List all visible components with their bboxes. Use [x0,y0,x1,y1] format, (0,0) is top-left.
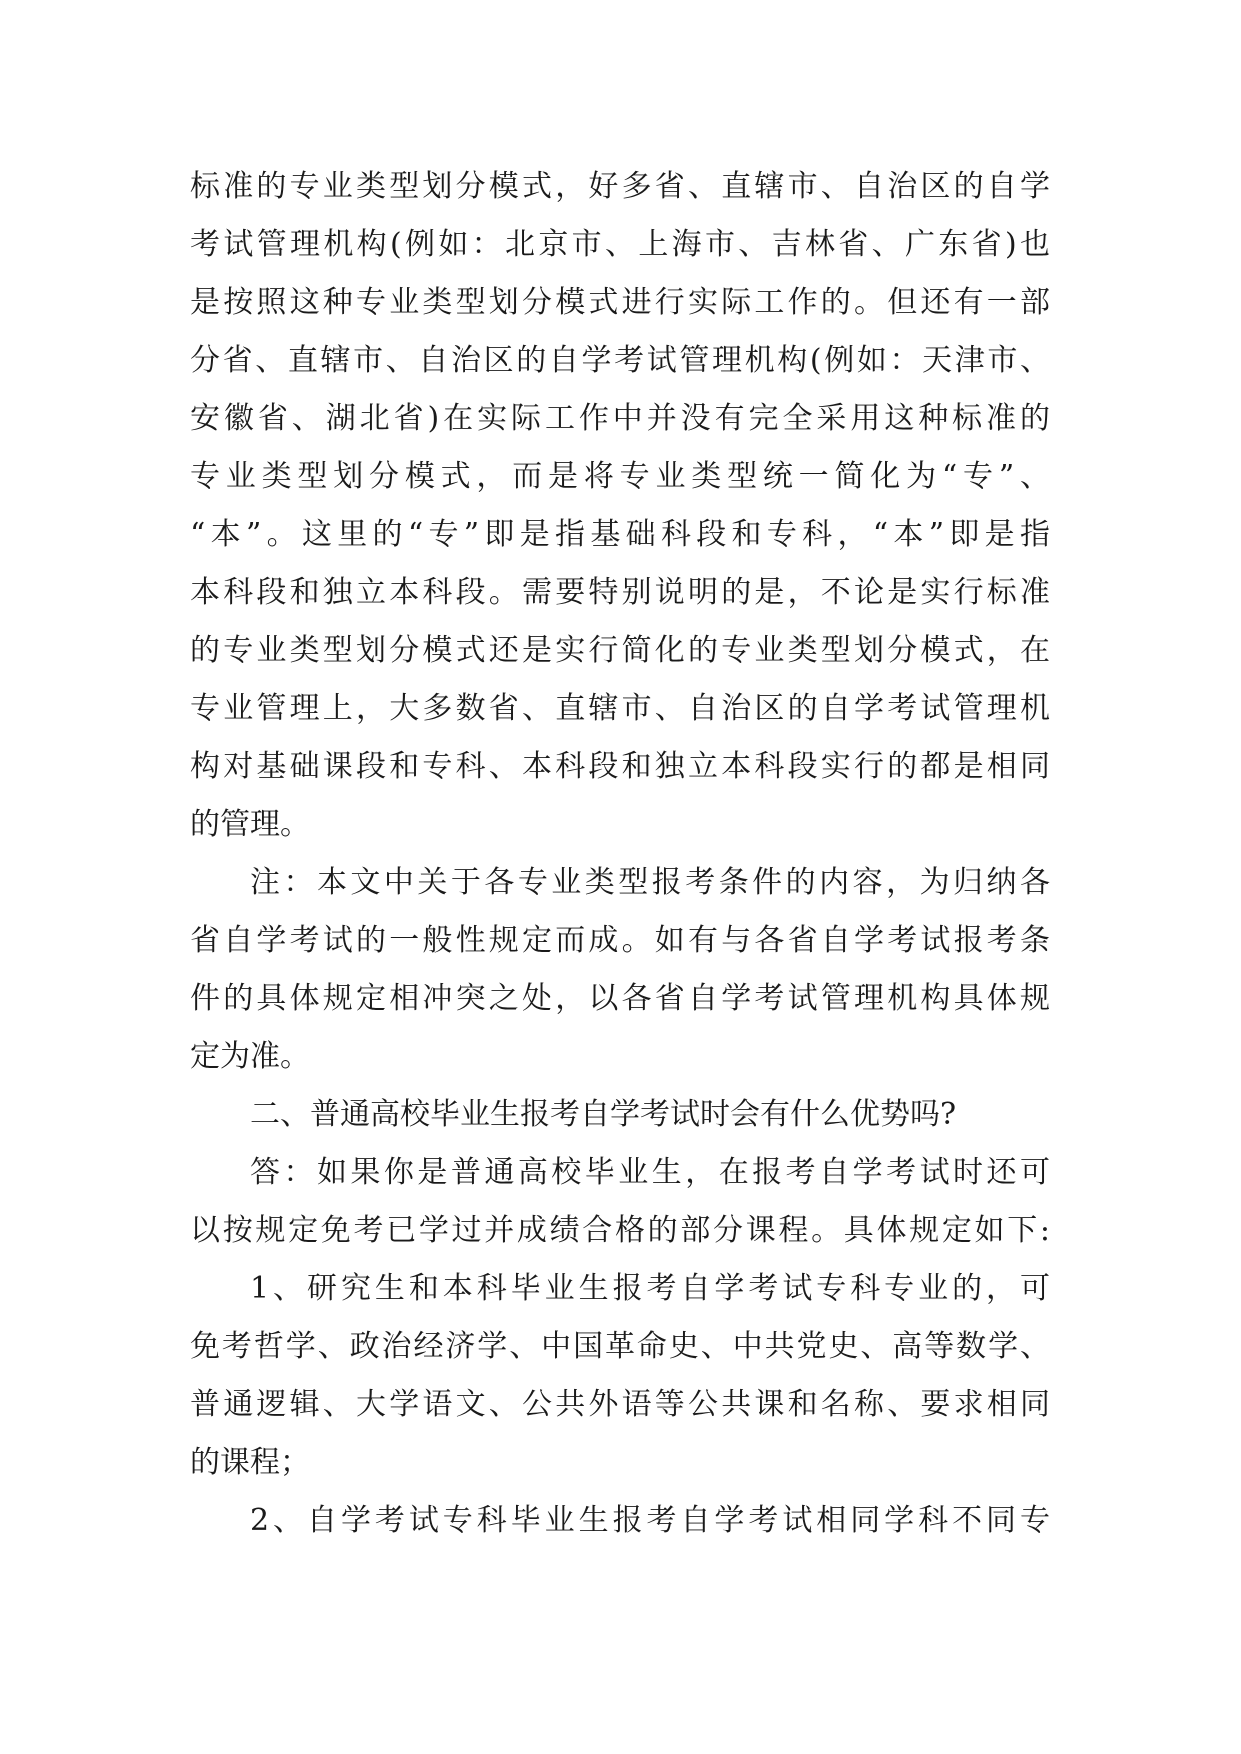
text-line: 免考哲学、政治经济学、中国革命史、中共党史、高等数学、 [190,1329,1050,1364]
text-line: 定为准。 [190,1039,310,1074]
text-line: 标准的专业类型划分模式，好多省、直辖市、自治区的自学 [190,169,1050,204]
text-line: 省自学考试的一般性规定而成。如有与各省自学考试报考条 [190,923,1050,958]
text-line: 的课程； [190,1445,310,1480]
text-line: 构对基础课段和专科、本科段和独立本科段实行的都是相同 [190,749,1050,784]
text-line: 考试管理机构(例如：北京市、上海市、吉林省、广东省)也 [190,227,1050,262]
text-line: “本”。这里的“专”即是指基础科段和专科，“本”即是指 [190,517,1050,552]
text-line: 的专业类型划分模式还是实行简化的专业类型划分模式，在 [190,633,1050,668]
text-line: 是按照这种专业类型划分模式进行实际工作的。但还有一部 [190,285,1050,320]
text-line: 本科段和独立本科段。需要特别说明的是，不论是实行标准 [190,575,1050,610]
text-line: 安徽省、湖北省)在实际工作中并没有完全采用这种标准的 [190,401,1050,436]
text-line: 普通逻辑、大学语文、公共外语等公共课和名称、要求相同 [190,1387,1050,1422]
text-line: 分省、直辖市、自治区的自学考试管理机构(例如：天津市、 [190,343,1050,378]
note-paragraph-line: 注：本文中关于各专业类型报考条件的内容，为归纳各 [250,865,1050,900]
list-item-1-line: 1、研究生和本科毕业生报考自学考试专科专业的，可 [250,1271,1050,1306]
answer-paragraph-line: 答：如果你是普通高校毕业生，在报考自学考试时还可 [250,1155,1050,1190]
text-line: 专业管理上，大多数省、直辖市、自治区的自学考试管理机 [190,691,1050,726]
text-line: 件的具体规定相冲突之处，以各省自学考试管理机构具体规 [190,981,1050,1016]
list-item-2-line: 2、自学考试专科毕业生报考自学考试相同学科不同专 [250,1503,1050,1538]
text-line: 的管理。 [190,807,310,842]
text-line: 专业类型划分模式，而是将专业类型统一简化为“专”、 [190,459,1050,494]
section-heading: 二、普通高校毕业生报考自学考试时会有什么优势吗? [250,1097,957,1132]
document-body [190,158,1050,1550]
text-line: 以按规定免考已学过并成绩合格的部分课程。具体规定如下: [190,1213,1050,1248]
